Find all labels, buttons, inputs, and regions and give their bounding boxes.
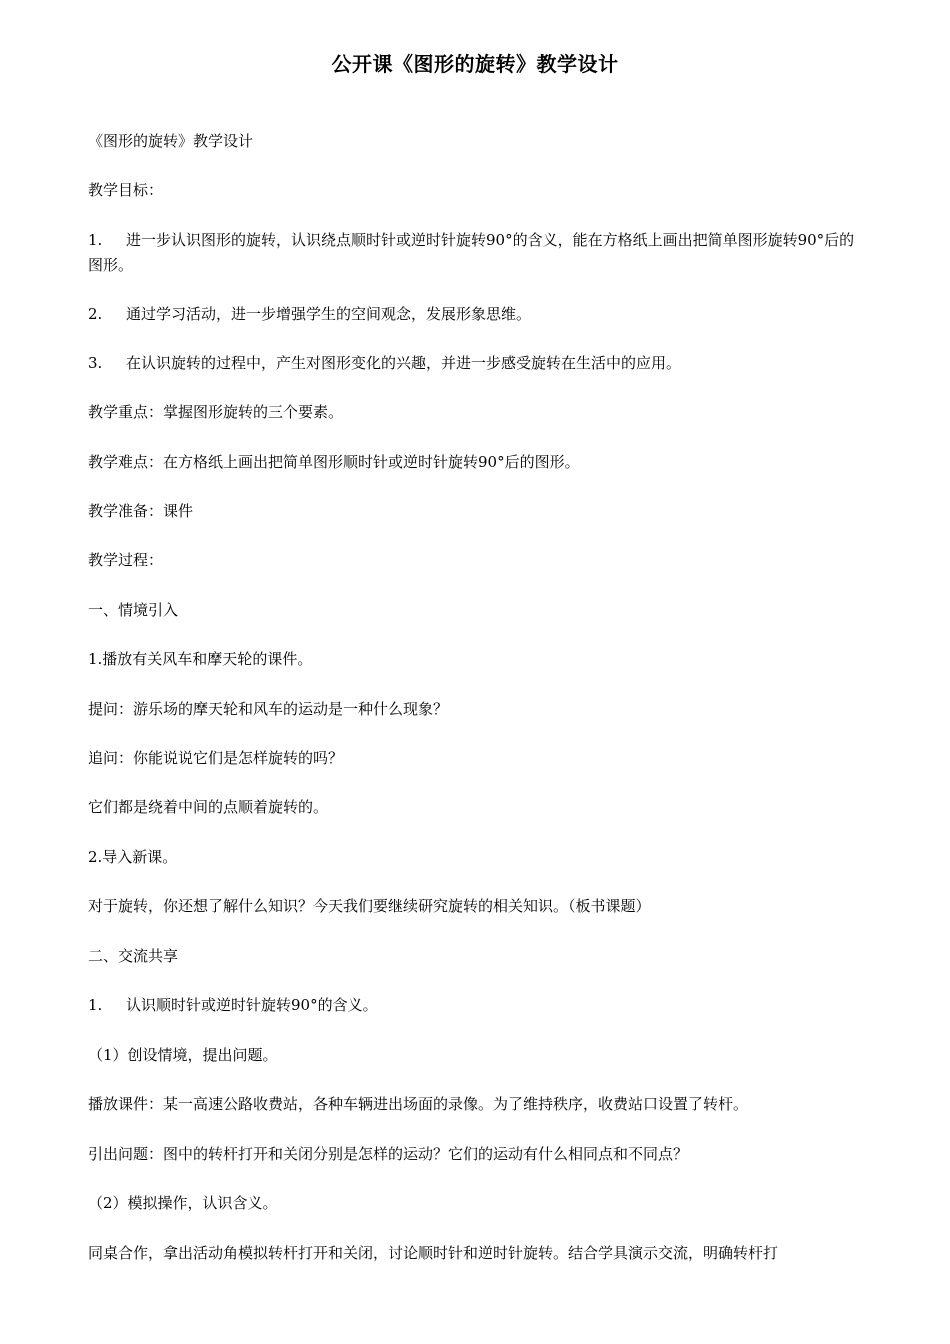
objective-3: [88, 351, 868, 376]
answer: 它们都是绕着中间的点顺着旋转的。: [88, 798, 329, 816]
courseware-description: 播放课件：某一高速公路收费站，各种车辆进出场面的录像。为了维持秩序，收费站口设置了转杆。: [88, 1095, 749, 1113]
objectives-heading: 教学目标：: [88, 181, 164, 199]
intro-text: 对于旋转，你还想了解什么知识？今天我们要继续研究旋转的相关知识。（板书课题）: [88, 897, 651, 915]
objective-2: [88, 302, 868, 327]
section-2-heading: 二、交流共享: [88, 947, 179, 965]
step-1-2: 2.导入新课。: [88, 848, 178, 866]
sub-step-1: （1）创设情境，提出问题。: [88, 1046, 278, 1064]
objective-2-number: 2.: [88, 305, 103, 323]
step-1-1: 1.播放有关风车和摩天轮的课件。: [88, 650, 313, 668]
objective-1: [88, 228, 868, 278]
objective-3-number: 3.: [88, 354, 103, 372]
preparation: 教学准备：课件: [88, 502, 194, 520]
key-point: 教学重点：掌握图形旋转的三个要素。: [88, 403, 344, 421]
step-2-1: [88, 993, 868, 1018]
step-2-1-text: 认识顺时针或逆时针旋转90°的含义。: [126, 996, 378, 1014]
objective-3-text: 在认识旋转的过程中，产生对图形变化的兴趣，并进一步感受旋转在生活中的应用。: [126, 354, 682, 372]
objective-1-text: 进一步认识图形的旋转，认识绕点顺时针或逆时针旋转90°的含义，能在方格纸上画出把简单图形旋转90°后的图形。: [88, 231, 855, 274]
follow-up-question: 追问：你能说说它们是怎样旋转的吗？: [88, 749, 344, 767]
step-2-1-number: 1.: [88, 996, 103, 1014]
question: 提问：游乐场的摩天轮和风车的运动是一种什么现象？: [88, 700, 449, 718]
difficult-point: 教学难点：在方格纸上画出把简单图形顺时针或逆时针旋转90°后的图形。: [88, 453, 580, 471]
group-activity: 同桌合作，拿出活动角模拟转杆打开和关闭，讨论顺时针和逆时针旋转。结合学具演示交流，明确转杆打: [88, 1244, 779, 1262]
document-title: 公开课《图形的旋转》教学设计: [331, 52, 619, 76]
raised-question: 引出问题：图中的转杆打开和关闭分别是怎样的运动？它们的运动有什么相同点和不同点？: [88, 1145, 689, 1163]
section-1-heading: 一、情境引入: [88, 601, 179, 619]
objective-2-text: 通过学习活动，进一步增强学生的空间观念，发展形象思维。: [126, 305, 532, 323]
sub-step-2: （2）模拟操作，认识含义。: [88, 1194, 278, 1212]
process-heading: 教学过程：: [88, 551, 164, 569]
subtitle-line: 《图形的旋转》教学设计: [88, 132, 254, 150]
objective-1-number: 1.: [88, 231, 103, 249]
